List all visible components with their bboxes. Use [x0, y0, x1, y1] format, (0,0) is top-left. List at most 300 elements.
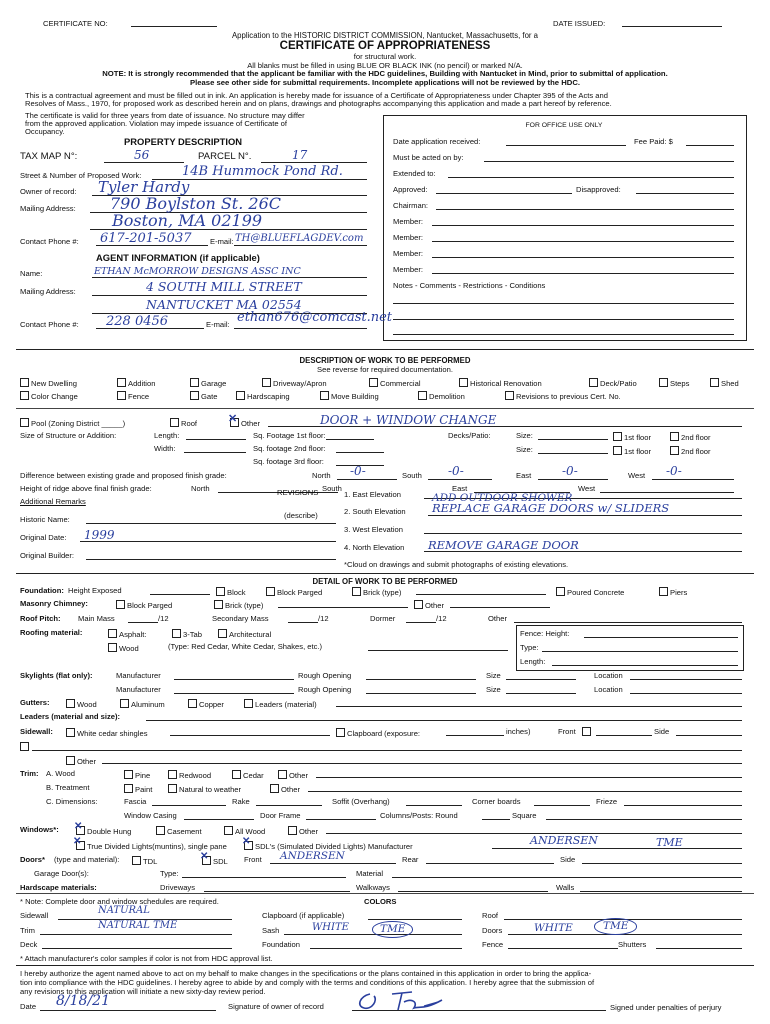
checkbox-icon — [556, 587, 565, 596]
parcel-value[interactable]: 17 — [292, 148, 308, 162]
dormer-line — [406, 622, 436, 623]
date-issued-line — [622, 26, 722, 27]
walkways-line — [398, 891, 548, 892]
grade-south-label: South — [402, 471, 422, 480]
validity-text-1: The certificate is valid for three years from date of issuance. No structure may differ — [25, 111, 305, 120]
grade-north-value[interactable]: -0- — [350, 464, 366, 478]
checkbox-icon — [108, 629, 117, 638]
door-front-line — [270, 863, 396, 864]
checkbox-deck2-1st-floor[interactable]: 1st floor — [613, 446, 651, 456]
trim-label: Trim: — [20, 769, 39, 778]
color-fence-line — [508, 948, 618, 949]
trim-wood-label: A. Wood — [46, 769, 75, 778]
clapboard-line — [446, 735, 504, 736]
original-date-value[interactable]: 1999 — [84, 528, 115, 542]
color-shutters-label: Shutters — [618, 940, 647, 949]
checkbox-trim-other[interactable]: Other — [278, 770, 308, 780]
sq-footage-3-label: Sq. footage 3rd floor: — [253, 457, 324, 466]
windows-mfr-value[interactable]: ANDERSEN — [530, 834, 598, 847]
garage-doors-label: Garage Door(s): — [34, 869, 89, 878]
owner-signature[interactable] — [352, 988, 462, 1014]
agent-mailing-label: Mailing Address: — [20, 287, 76, 296]
checkbox-shed[interactable]: Shed — [710, 378, 739, 388]
checkbox-move-building[interactable]: Move Building — [320, 391, 379, 401]
checkbox-icon — [156, 826, 165, 835]
checkbox-pool[interactable]: Pool (Zoning District _____) — [20, 418, 125, 428]
deck-size-line-1 — [538, 439, 608, 440]
checkbox-deck2-2nd-floor[interactable]: 2nd floor — [670, 446, 711, 456]
agent-phone-value[interactable]: 228 0456 — [106, 314, 169, 329]
columns-label: Columns/Posts: Round — [380, 811, 458, 820]
checkbox-piers[interactable]: Piers — [659, 587, 687, 597]
grade-south-line — [428, 479, 492, 480]
authorization-text-2: tion into compliance with the HDC guidelines. I hereby agree to abide by and comply with the terms and conditions of this application. I hereby agree that the submission of — [20, 978, 595, 987]
east-elevation-label: 1. East Elevation — [344, 490, 401, 499]
chimney-brick-line — [278, 607, 408, 608]
checkbox-deck-2nd-floor[interactable]: 2nd floor — [670, 432, 711, 442]
validity-text-3: Occupancy. — [25, 127, 65, 136]
skylight-rough-1: Rough Opening — [298, 671, 352, 680]
rake-label: Rake — [232, 797, 250, 806]
agent-email-line — [234, 328, 367, 329]
secondary-mass-line — [288, 622, 318, 623]
checkbox-icon — [218, 629, 227, 638]
deck-size-label-2: Size: — [516, 445, 533, 454]
member-line-3 — [432, 257, 734, 258]
roofing-material-label: Roofing material: — [20, 628, 83, 637]
checkbox-sdl-windows[interactable]: SDL's (Simulated Divided Lights) Manufacturer — [244, 841, 413, 851]
signature-label: Signature of owner of record — [228, 1002, 324, 1011]
checkbox-asphalt[interactable]: Asphalt: — [108, 629, 146, 639]
dormer-label: Dormer — [370, 614, 396, 623]
check-mark-icon: ✕ — [200, 851, 209, 862]
soffit-line — [406, 805, 462, 806]
grade-north-label: North — [312, 471, 331, 480]
checkbox-3tab[interactable]: 3-Tab — [172, 629, 202, 639]
checkbox-roof[interactable]: Roof — [170, 418, 197, 428]
checkbox-driveway[interactable]: Driveway/Apron — [262, 378, 327, 388]
parcel-label: PARCEL N°. — [198, 151, 252, 162]
skylights-label: Skylights (flat only): — [20, 671, 93, 680]
street-label: Street & Number of Proposed Work: — [20, 171, 142, 180]
checkbox-historical-renovation[interactable]: Historical Renovation — [459, 378, 542, 388]
section-divider-2 — [16, 408, 754, 409]
checkbox-demolition[interactable]: Demolition — [418, 391, 465, 401]
masonry-chimney-label: Masonry Chimney: — [20, 599, 88, 608]
email-value[interactable]: TH@BLUEFLAGDEV.com — [235, 233, 364, 244]
checkbox-paint[interactable]: Paint — [124, 784, 152, 794]
application-to-text: Application to the HISTORIC DISTRICT COMMISSION, Nantucket, Massachusetts, for a — [231, 31, 539, 40]
grade-east-label: East — [516, 471, 532, 480]
checkbox-icon — [20, 391, 29, 400]
chairman-line — [436, 209, 734, 210]
checkbox-icon — [414, 600, 423, 609]
checkbox-icon — [20, 378, 29, 387]
other-value[interactable]: DOOR + WINDOW CHANGE — [320, 413, 497, 427]
disapproved-line — [636, 193, 734, 194]
grade-difference-label: Difference between existing grade and proposed finish grade: — [20, 471, 227, 480]
checkbox-block-parged[interactable]: Block Parged — [266, 587, 322, 597]
extended-to-line — [448, 177, 734, 178]
authorization-text-1: I hereby authorize the agent named above to act on my behalf to make changes in the specifications or the plans contained in this application in order to bring the applica- — [20, 969, 592, 978]
work-subheading: See reverse for required documentation. — [317, 365, 453, 374]
checkbox-icon — [670, 446, 679, 455]
doors-type-label: (type and material): — [54, 855, 120, 864]
main-mass-label: Main Mass — [78, 614, 115, 623]
frieze-line — [624, 805, 742, 806]
check-mark-icon: ✕ — [73, 836, 82, 847]
checkbox-sidewall-other[interactable]: Other — [66, 756, 96, 766]
checkbox-icon — [168, 784, 177, 793]
checkbox-steps[interactable]: Steps — [659, 378, 689, 388]
walkways-label: Walkways — [356, 883, 390, 892]
checkbox-icon — [172, 629, 181, 638]
main-mass-12: /12 — [158, 614, 169, 623]
color-fence-label: Fence — [482, 940, 504, 949]
additional-remarks-label: Additional Remarks — [20, 497, 86, 506]
checkbox-cedar[interactable]: Cedar — [232, 770, 264, 780]
side-label: Side — [654, 727, 670, 736]
roof-pitch-label: Roof Pitch: — [20, 614, 61, 623]
checkbox-double-hung[interactable]: Double Hung — [76, 826, 131, 836]
checkbox-commercial[interactable]: Commercial — [369, 378, 421, 388]
checkbox-architectural[interactable]: Architectural — [218, 629, 271, 639]
describe-label: (describe) — [284, 511, 318, 520]
grade-east-value[interactable]: -0- — [562, 464, 578, 478]
disapproved-label: Disapproved: — [576, 185, 621, 194]
garage-type-label: Type: — [160, 869, 179, 878]
checkbox-icon — [108, 643, 117, 652]
brick-type-line — [416, 594, 546, 595]
skylight-rough-line-2 — [366, 693, 476, 694]
original-builder-line — [86, 559, 336, 560]
color-doors-value[interactable]: WHITE — [534, 922, 573, 934]
door-frame-label: Door Frame — [260, 811, 301, 820]
color-samples-note: * Attach manufacturer's color samples if color is not from HDC approval list. — [20, 954, 273, 963]
skylight-manufacturer-1: Manufacturer — [116, 671, 161, 680]
checkbox-chimney-block-parged[interactable]: Block Parged — [116, 600, 172, 610]
color-clapboard-line — [368, 919, 462, 920]
checkbox-tdl-doors[interactable]: TDL — [132, 856, 157, 866]
skylight-size-2: Size — [486, 685, 501, 694]
agent-email-value[interactable]: ethan676@comcast.net — [237, 310, 393, 325]
window-casing-line — [184, 819, 254, 820]
agent-phone-label: Contact Phone #: — [20, 320, 79, 329]
garage-material-label: Material — [356, 869, 384, 878]
checkbox-natural[interactable]: Natural to weather — [168, 784, 241, 794]
fence-length-label: Length: — [520, 657, 546, 666]
color-sash-tme[interactable]: TME — [372, 921, 413, 938]
checkbox-icon — [613, 432, 622, 441]
notes-line-2 — [393, 319, 734, 320]
north-elevation-label: 4. North Elevation — [344, 543, 405, 552]
checkbox-icon — [66, 728, 75, 737]
property-heading: PROPERTY DESCRIPTION — [124, 136, 243, 147]
checkbox-icon — [659, 378, 668, 387]
fence-height-label: Fence: Height: — [520, 629, 570, 638]
agent-name-label: Name: — [20, 269, 43, 278]
original-builder-label: Original Builder: — [20, 551, 75, 560]
color-trim-label: Trim — [20, 926, 35, 935]
member-label-3: Member: — [393, 249, 423, 258]
south-elevation-label: 2. South Elevation — [344, 507, 406, 516]
checkbox-chimney-brick[interactable]: Brick (type) — [214, 600, 263, 610]
length-label: Length: — [154, 431, 180, 440]
check-mark-icon: ✕ — [242, 836, 251, 847]
checkbox-icon — [659, 587, 668, 596]
checkbox-all-wood[interactable]: All Wood — [224, 826, 265, 836]
checkbox-icon — [224, 826, 233, 835]
front-line — [596, 735, 652, 736]
color-doors-tme[interactable]: TME — [594, 918, 637, 935]
frieze-label: Frieze — [596, 797, 618, 806]
checkbox-treatment-other[interactable]: Other — [270, 784, 300, 794]
treatment-other-line — [308, 791, 742, 792]
checkbox-icon — [188, 699, 197, 708]
color-sash-value[interactable]: WHITE — [312, 922, 349, 933]
checkbox-icon — [320, 391, 329, 400]
checkbox-deck-patio[interactable]: Deck/Patio — [589, 378, 637, 388]
driveways-label: Driveways — [160, 883, 196, 892]
dimensions-label: C. Dimensions: — [46, 797, 98, 806]
grade-south-value[interactable]: -0- — [448, 464, 464, 478]
sidewall-other-line — [102, 763, 742, 764]
checkbox-fence[interactable]: Fence — [117, 391, 149, 401]
east-elevation-value[interactable]: ADD OUTDOOR SHOWER — [432, 492, 573, 504]
mailing-value-1[interactable]: 790 Boylston St. 26C — [110, 194, 281, 213]
sidewall-label: Sidewall: — [20, 727, 53, 736]
side-line — [676, 735, 742, 736]
soffit-label: Soffit (Overhang) — [332, 797, 390, 806]
corner-boards-label: Corner boards — [472, 797, 521, 806]
checkbox-icon — [288, 826, 297, 835]
checkbox-icon — [124, 784, 133, 793]
ridge-east-label: East — [452, 484, 468, 493]
white-cedar-line — [170, 735, 330, 736]
checkbox-icon — [262, 378, 271, 387]
ridge-west-line — [600, 492, 734, 493]
window-casing-label: Window Casing — [124, 811, 177, 820]
chimney-other-line — [450, 607, 550, 608]
checkbox-icon — [459, 378, 468, 387]
deck-size-label-1: Size: — [516, 431, 533, 440]
owner-label: Owner of record: — [20, 187, 77, 196]
south-elevation-value[interactable]: REPLACE GARAGE DOORS w/ SLIDERS — [432, 501, 670, 515]
checkbox-sidewall-extra[interactable] — [20, 742, 29, 751]
checkbox-icon — [66, 699, 75, 708]
checkbox-gutters-copper[interactable]: Copper — [188, 699, 224, 709]
agent-mailing-line-1 — [92, 295, 367, 296]
rake-line — [256, 805, 322, 806]
width-line — [184, 452, 246, 453]
checkbox-icon — [266, 587, 275, 596]
checkbox-tdl-windows[interactable]: True Divided Lights(muntins), single pane — [76, 841, 227, 851]
skylight-location-line-1 — [630, 679, 742, 680]
door-frame-line — [306, 819, 376, 820]
sidewall-extra-line — [32, 750, 742, 751]
color-sidewall-value[interactable]: NATURAL — [98, 905, 150, 916]
tax-map-value[interactable]: 56 — [134, 148, 150, 162]
parcel-line — [261, 162, 367, 163]
certificate-no-line — [131, 26, 217, 27]
checkbox-gutters-wood[interactable]: Wood — [66, 699, 97, 709]
gutters-label: Gutters: — [20, 698, 50, 707]
checkbox-brick-type[interactable]: Brick (type) — [352, 587, 401, 597]
windows-label: Windows*: — [20, 825, 59, 834]
member-line-1 — [432, 225, 734, 226]
checkbox-poured-concrete[interactable]: Poured Concrete — [556, 587, 624, 597]
dormer-12: /12 — [436, 614, 447, 623]
checkbox-garage[interactable]: Garage — [190, 378, 226, 388]
skylight-mfr-line-1 — [174, 679, 294, 680]
roof-other-label: Other — [488, 614, 507, 623]
trim-other-line — [316, 777, 742, 778]
fee-paid-label: Fee Paid: $ — [634, 137, 673, 146]
checkbox-icon — [278, 770, 287, 779]
leaders-label: Leaders (material and size): — [20, 712, 121, 721]
authorization-text-3: any revisions to this application will initiate a new sixty-day review period. — [20, 987, 266, 996]
checkbox-clapboard[interactable]: Clapboard (exposure: — [336, 728, 420, 738]
wood-type-label: (Type: Red Cedar, White Cedar, Shakes, etc.) — [168, 642, 323, 651]
door-side-label: Side — [560, 855, 576, 864]
checkbox-redwood[interactable]: Redwood — [168, 770, 211, 780]
checkbox-icon — [116, 600, 125, 609]
date-label: Date — [20, 1002, 37, 1011]
checkbox-icon — [120, 699, 129, 708]
tax-map-label: TAX MAP N°: — [20, 151, 78, 162]
phone-value[interactable]: 617-201-5037 — [100, 231, 192, 246]
checkbox-color-change[interactable]: Color Change — [20, 391, 78, 401]
foundation-label: Foundation: — [20, 586, 64, 595]
section-divider-3 — [16, 573, 754, 574]
guidelines-note: NOTE: It is strongly recommended that the applicant be familiar with the HDC guidelines, Building with Nantucket in Mind, prior to submittal of application. — [102, 69, 668, 78]
checkbox-icon — [418, 391, 427, 400]
mailing-value-2[interactable]: Boston, MA 02199 — [112, 211, 263, 230]
driveways-line — [204, 891, 350, 892]
doors-label: Doors* — [20, 855, 45, 864]
checkbox-new-dwelling[interactable]: New Dwelling — [20, 378, 77, 388]
windows-tme-value[interactable]: TME — [656, 836, 683, 849]
checkbox-wood-roof[interactable]: Wood — [108, 643, 139, 653]
checkbox-hardscaping[interactable]: Hardscaping — [236, 391, 290, 401]
email-line — [234, 245, 367, 246]
door-front-label: Front — [244, 855, 262, 864]
checkbox-gutters-aluminum[interactable]: Aluminum — [120, 699, 165, 709]
skylight-location-2: Location — [594, 685, 623, 694]
checkbox-windows-other[interactable]: Other — [288, 826, 318, 836]
work-heading: DESCRIPTION OF WORK TO BE PERFORMED — [299, 356, 471, 365]
agent-mailing-value-2[interactable]: NANTUCKET MA 02554 — [146, 297, 302, 312]
approved-line — [436, 193, 572, 194]
checkbox-deck-1st-floor[interactable]: 1st floor — [613, 432, 651, 442]
checkbox-icon — [214, 600, 223, 609]
checkbox-casement[interactable]: Casement — [156, 826, 202, 836]
member-label-1: Member: — [393, 217, 423, 226]
acted-on-line — [484, 161, 734, 162]
agent-name-value[interactable]: ETHAN McMORROW DESIGNS ASSC INC — [94, 266, 301, 277]
tax-map-line — [104, 162, 184, 163]
color-trim-value[interactable]: NATURAL TME — [98, 920, 178, 931]
contract-text-1: This is a contractual agreement and must be filled out in ink. An application is hereby made for issuance of a Certificate of Appropriateness under Chapter 395 of the Acts and — [25, 91, 608, 100]
checkbox-icon — [132, 856, 141, 865]
detail-heading: DETAIL OF WORK TO BE PERFORMED — [312, 577, 458, 586]
leaders-material-line — [336, 706, 742, 707]
date-line — [40, 1010, 216, 1011]
skylight-rough-line-1 — [366, 679, 476, 680]
wood-type-line — [368, 650, 508, 651]
notes-label: Notes - Comments - Restrictions - Conditions — [393, 281, 546, 290]
windows-mfr-line — [492, 848, 742, 849]
checkbox-icon — [170, 418, 179, 427]
checkbox-icon — [232, 770, 241, 779]
checkbox-icon — [505, 391, 514, 400]
acted-on-label: Must be acted on by: — [393, 153, 464, 162]
grade-west-value[interactable]: -0- — [666, 464, 682, 478]
agent-mailing-value-1[interactable]: 4 SOUTH MILL STREET — [146, 279, 302, 294]
schedules-note: * Note: Complete door and window schedules are required. — [20, 897, 219, 906]
skylight-location-line-2 — [630, 693, 742, 694]
cloud-note: *Cloud on drawings and submit photographs of existing elevations. — [344, 560, 569, 569]
color-deck-label: Deck — [20, 940, 38, 949]
date-received-line — [506, 145, 626, 146]
contract-text-2: Resolves of Mass., 1970, for proposed work as described herein and on plans, drawings and photographs accompanying this application and made a part hereof by reference. — [25, 99, 612, 108]
checkbox-sdl-doors[interactable]: SDL — [202, 856, 228, 866]
agent-email-label: E-mail: — [206, 320, 230, 329]
north-elevation-value[interactable]: REMOVE GARAGE DOOR — [428, 538, 579, 552]
checkbox-icon — [117, 391, 126, 400]
sq-footage-2-line — [336, 452, 384, 453]
fascia-label: Fascia — [124, 797, 147, 806]
checkbox-addition[interactable]: Addition — [117, 378, 155, 388]
checkbox-block[interactable]: Block — [216, 587, 246, 597]
square-label: Square — [512, 811, 537, 820]
color-roof-label: Roof — [482, 911, 499, 920]
checkbox-icon — [124, 770, 133, 779]
approved-label: Approved: — [393, 185, 428, 194]
email-label: E-mail: — [210, 237, 234, 246]
checkbox-icon — [613, 446, 622, 455]
checkbox-icon — [369, 378, 378, 387]
perjury-label: Signed under penalties of perjury — [610, 1003, 722, 1012]
owner-value[interactable]: Tyler Hardy — [98, 178, 190, 196]
date-value[interactable]: 8/18/21 — [56, 993, 110, 1009]
checkbox-gate[interactable]: Gate — [190, 391, 217, 401]
skylight-size-line-1 — [506, 679, 576, 680]
garage-material-line — [392, 877, 742, 878]
length-line — [186, 439, 246, 440]
color-shutters-line — [656, 948, 742, 949]
color-trim-line — [40, 934, 232, 935]
checkbox-other[interactable]: Other — [230, 418, 260, 428]
checkbox-chimney-other[interactable]: Other — [414, 600, 444, 610]
skylight-size-1: Size — [486, 671, 501, 680]
inches-label: inches) — [506, 727, 531, 736]
checkbox-front[interactable] — [582, 727, 591, 736]
street-value[interactable]: 14B Hummock Pond Rd. — [182, 164, 343, 179]
member-line-4 — [432, 273, 734, 274]
fence-type-line — [542, 651, 738, 652]
checkbox-white-cedar[interactable]: White cedar shingles — [66, 728, 148, 738]
checkbox-revisions[interactable]: Revisions to previous Cert. No. — [505, 391, 621, 401]
checkbox-leaders-material[interactable]: Leaders (material) — [244, 699, 317, 709]
agent-name-line — [92, 277, 367, 278]
checkbox-pine[interactable]: Pine — [124, 770, 150, 780]
door-front-value[interactable]: ANDERSEN — [280, 850, 345, 862]
phone-label: Contact Phone #: — [20, 237, 79, 246]
west-elevation-label: 3. West Elevation — [344, 525, 403, 534]
size-structure-label: Size of Structure or Addition: — [20, 431, 117, 440]
section-divider-5 — [16, 965, 754, 966]
